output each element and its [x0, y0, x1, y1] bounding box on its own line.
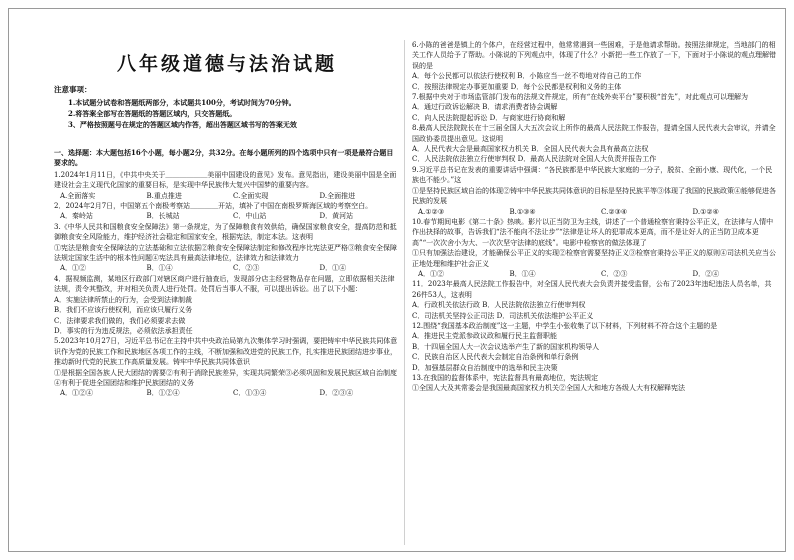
option-d: D.①②④ [692, 207, 719, 216]
option-d: D．②③④ [319, 389, 354, 398]
question-10-statements: ①只有加强法治建设，才能确保公平正义的实现②检察官需要坚持正义③检察官秉持公平正义的原则④司法机关应当公正地处理和维护社会正义 [412, 249, 776, 268]
question-1-options [54, 191, 400, 201]
option-c: C.全面实现 [233, 191, 269, 200]
right-column [412, 40, 778, 547]
question-6-options-ab: A．每个公民都可以依法行使权利 B．小陈应当一丝不苟地对待自己的工作 [412, 72, 642, 81]
question-13-statements: ①全国人大及其常委会是我国最高国家权力机关②全国人大和地方各级人大有权解释宪法 [412, 384, 685, 393]
question-6-stem: 6.小陈的爸爸是镇上的个体户，在经营过程中，他常常遇到一些困难，于是他请求帮助。按照法律规定，当地部门的相关工作人员给予了帮助。小陈说的下列观点中，体现了什么？小新把一些工作放了一下，下面对于小陈说的观点理解错误的是 [412, 41, 776, 70]
option-c: C．中山站 [233, 212, 267, 221]
option-b: B．①④ [509, 269, 536, 278]
notice-item: 2.将答案全部写在答题纸的答题区域内，只交答题纸。 [68, 109, 237, 118]
option-a: A．①②④ [60, 389, 94, 398]
question-4-stem: 4．据视频监测，某地区行政部门对辖区商户进行抽查后，发现部分店主经营物品存在问题，立即依据相关法律法规，责令其整改，并对相关负责人进行处罚。处罚后当事人不服，可以提出诉讼。出了以下小题： [54, 274, 395, 294]
question-4-option-b: B．我们不应该行使权利，而应该只履行义务 [54, 306, 193, 315]
option-a: A.①②③ [418, 207, 445, 216]
question-9-stem: 9.习近平总书记在发表的重要讲话中强调：“各民族都是中华民族大家庭的一分子，脱贫、全面小康、现代化，一个民族也不能少。”这 [412, 165, 773, 185]
question-6-options-cd: C．按照法律规定办事更加重要 D．每个公民都是权利和义务的主体 [412, 82, 622, 91]
option-b: B．长城站 [146, 212, 180, 221]
question-2-options [54, 211, 400, 221]
question-9-statements: ①是坚持民族区域自治的体现②铸牢中华民族共同体意识的目标是坚持民族平等③体现了我国的民族政策④能够促进各民族的发展 [412, 186, 776, 206]
exam-title: 八年级道德与法治试题 [116, 53, 337, 75]
option-a: A．①② [60, 264, 87, 273]
option-b: B．①④ [146, 264, 173, 273]
option-c: C．①③④ [233, 389, 267, 398]
option-d: D．黄河站 [319, 212, 354, 221]
question-10-stem: 10.春节期间电影《第二十条》热映。影片以正当防卫为主线，讲述了一个普通检察官秉持公平正义，在法律与人情中作出抉择的故事，告诉我们“法不能向不法让步”“法律是让坏人的犯罪成本更高，而不是让好人的正当防卫成本更高”“一次次舍小为大、一次次坚守法律的底线”。电影中检察官的做法体现了 [412, 217, 774, 247]
question-11-options-ab: A．行政机关依法行政 B．人民法院依法独立行使审判权 [412, 301, 586, 310]
question-3-options [54, 263, 400, 273]
option-c: C．②③ [601, 269, 628, 278]
question-11-stem: 11．2023年最高人民法院工作报告中，对全国人民代表大会负责并接受监督，公布了2023年违纪违法人员名单，共26件53人，这表明 [412, 280, 772, 299]
question-12-option-b: B．十四届全国人大一次会议选举产生了新的国家机构领导人 [412, 342, 600, 351]
question-2-stem: 2．2024年2月7日，中国第五个南极考察站＿＿＿＿开站，填补了中国在南极罗斯海区域的考察空白。 [54, 202, 373, 211]
question-4-option-d: D．事实的行为违反规法，必须依法承担责任 [54, 326, 193, 335]
option-d: D.全面推进 [319, 191, 356, 200]
question-7-stem: 7.根据中央对于市场监管部门发布的法规文件规定，所有“在线外卖平台”要积极“首先”，对此观点可以理解为 [412, 93, 748, 102]
question-5-options [54, 388, 400, 398]
question-12-option-d: D．加强基层群众自治制度中的选举和民主决策 [412, 363, 558, 372]
question-7-options-cd: C．向人民法院提起诉讼 D．与商家进行协商和解 [412, 113, 566, 122]
left-column [54, 40, 400, 547]
question-8-options-cd: C．人民法院依法独立行使审判权 D．最高人民法院对全国人大负责并报告工作 [412, 155, 657, 164]
option-c: C.②③④ [601, 207, 628, 216]
question-4-option-c: C．法律要求我们做的，我们必须要求去做 [54, 316, 186, 325]
section-heading: 一、选择题：本大题包括16个小题，每小题2分，共32分。在每小题所列的四个选项中只有一项是最符合题目要求的。 [54, 148, 394, 168]
option-d: D．①④ [319, 264, 347, 273]
question-4-option-a: A．实施法律所禁止的行为，会受到法律制裁 [54, 295, 193, 304]
question-12-option-a: A．推进民主党派参政议政和履行民主监督职能 [412, 332, 558, 341]
option-b: B．①②④ [146, 389, 180, 398]
question-12-stem: 12.围绕“我国基本政治制度”这一主题，中学生小张收集了以下材料，下列材料不符合这个主题的是 [412, 321, 718, 330]
question-8-options-ab: A．人民代表大会是最高国家权力机关 B．全国人民代表大会具有最高立法权 [412, 145, 649, 154]
question-3-statements: ①宪法是粮食安全保障法的立法基础和立法依据②粮食安全保障法制定和修改程序比宪法更严格③粮食安全保障法规定国家生活中的根本性问题④宪法具有最高法律地位，法律效力和法律效力 [54, 243, 397, 263]
option-a: A．①② [418, 269, 445, 278]
notice-item: 3、严格按照题号在规定的答题区域内作答，超出答题区域书写的答案无效 [68, 120, 297, 129]
question-11-options-cd: C．司法机关坚持公正司法 D．司法机关依法维护公平正义 [412, 311, 594, 320]
question-5-statements: ①是根据全国各族人民大团结的需要②有利于消除民族差异，实现共同繁荣③必须巩固和发展民族区域自治制度④有利于促进全国团结和维护民族团结的义务 [54, 368, 397, 387]
notice-heading: 注意事项： [54, 85, 92, 94]
question-9-options [412, 207, 778, 217]
question-1-stem: 1.2024年1月11日，《中共中央关于＿＿＿＿＿＿美丽中国建设的意见》发布。意见指出，建设美丽中国是全面建设社会主义现代化国家的重要目标，是实现中华民族伟大复兴中国梦的重要内容。 [54, 170, 397, 190]
option-c: C．②③ [233, 264, 260, 273]
notice-item: 1.本试题分试卷和答题纸两部分，本试题共100分，考试时间为70分钟。 [68, 98, 296, 107]
option-b: B.重点推进 [146, 191, 182, 200]
question-3-stem: 3.《中华人民共和国粮食安全保障法》第一条规定，为了保障粮食有效供给，确保国家粮食安全，提高防范和抵御粮食安全风险能力，维护经济社会稳定和国家安全，根据宪法，制定本法。这表明 [54, 222, 397, 242]
question-7-options-ab: A．通过行政诉讼解决 B．请求消费者协会调解 [412, 103, 558, 112]
option-a: A．秦岭站 [60, 212, 94, 221]
question-12-option-c: C．民族自治区人民代表大会制定自治条例和单行条例 [412, 353, 579, 362]
question-5-stem: 5.2023年10月27日，习近平总书记在主持中共中央政治局第九次集体学习时强调，要把铸牢中华民族共同体意识作为党的民族工作和民族地区各项工作的主线，不断加强和改进党的民族工作，扎实推进民族团结进步事业，推动新时代党的民族工作高质量发展。铸牢中华民族共同体意识 [54, 337, 398, 367]
question-13-stem: 13.在我国的监督体系中，宪法监督具有最高地位，宪法规定 [412, 374, 599, 382]
column-divider [404, 40, 405, 545]
question-10-options [412, 269, 778, 279]
option-d: D．②④ [692, 269, 720, 278]
option-a: A.全面落实 [60, 191, 96, 200]
question-8-stem: 8.最高人民法院院长在十三届全国人大五次会议上所作的最高人民法院工作报告，提请全国人民代表大会审议，并请全国政协委员提出意见。这说明 [412, 124, 776, 143]
option-b: B.①③④ [509, 207, 536, 216]
